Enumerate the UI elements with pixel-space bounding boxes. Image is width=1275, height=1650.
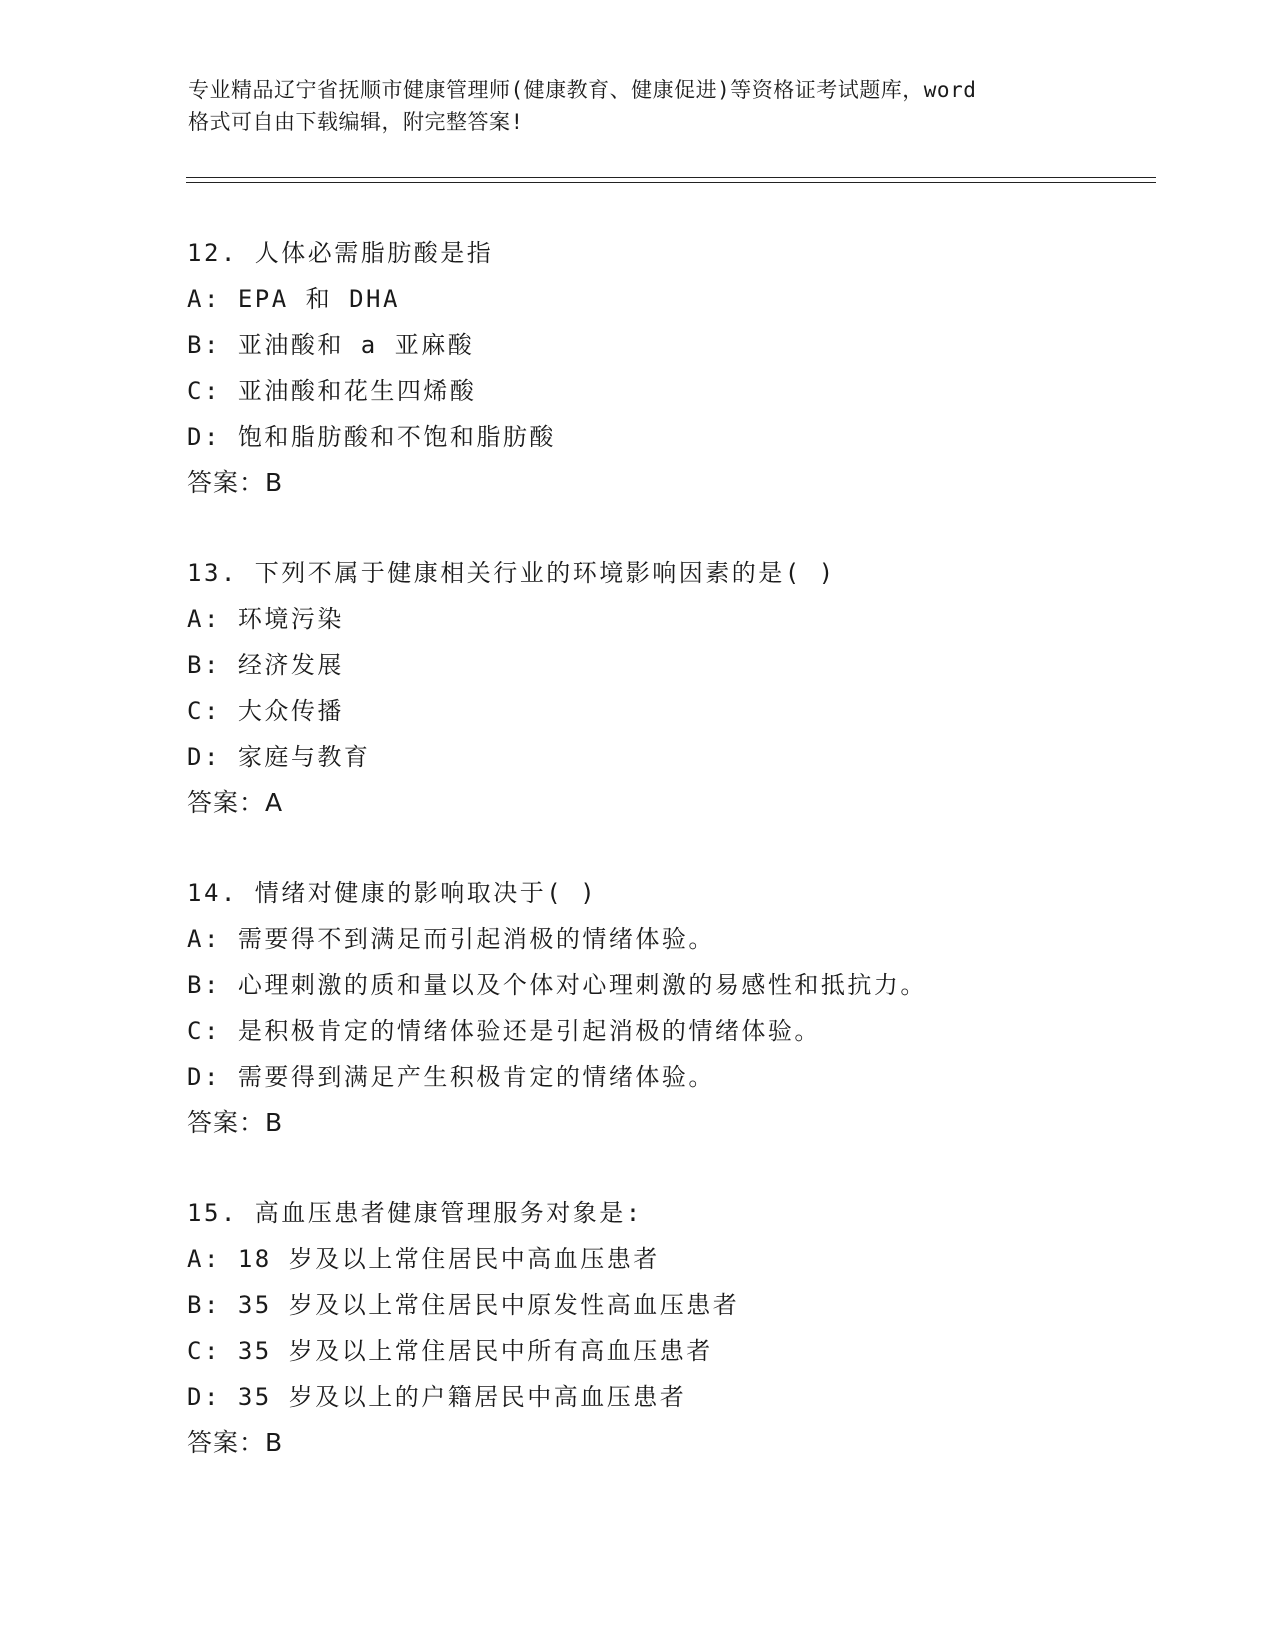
option-d: D: 35 岁及以上的户籍居民中高血压患者 [187, 1383, 687, 1411]
option-a: A: 18 岁及以上常住居民中高血压患者 [187, 1245, 660, 1273]
question-stem: 12. 人体必需脂肪酸是指 [187, 239, 494, 267]
header-line-2: 格式可自由下载编辑，附完整答案! [188, 110, 524, 134]
option-d: D: 需要得到满足产生积极肯定的情绪体验。 [187, 1063, 715, 1091]
option-d: D: 饱和脂肪酸和不饱和脂肪酸 [187, 423, 556, 451]
answer-line: 答案：B [187, 1108, 284, 1137]
question-stem: 13. 下列不属于健康相关行业的环境影响因素的是( ) [187, 559, 836, 587]
header-divider-bottom [186, 182, 1156, 183]
option-b: B: 35 岁及以上常住居民中原发性高血压患者 [187, 1291, 740, 1319]
option-b: B: 心理刺激的质和量以及个体对心理刺激的易感性和抵抗力。 [187, 971, 927, 999]
answer-line: 答案：B [187, 1428, 284, 1457]
document-header [188, 74, 1088, 138]
option-c: C: 亚油酸和花生四烯酸 [187, 377, 477, 405]
question-stem: 15. 高血压患者健康管理服务对象是: [187, 1199, 643, 1227]
question-15 [187, 1190, 1147, 1466]
option-c: C: 大众传播 [187, 697, 344, 725]
question-stem: 14. 情绪对健康的影响取决于( ) [187, 879, 598, 907]
question-13 [187, 550, 1147, 826]
question-12 [187, 230, 1147, 506]
option-c: C: 35 岁及以上常住居民中所有高血压患者 [187, 1337, 713, 1365]
option-a: A: 需要得不到满足而引起消极的情绪体验。 [187, 925, 715, 953]
option-b: B: 经济发展 [187, 651, 344, 679]
option-a: A: EPA 和 DHA [187, 285, 400, 313]
option-d: D: 家庭与教育 [187, 743, 371, 771]
header-line-1: 专业精品辽宁省抚顺市健康管理师(健康教育、健康促进)等资格证考试题库，word [188, 78, 977, 102]
option-b: B: 亚油酸和 a 亚麻酸 [187, 331, 475, 359]
header-divider-top [186, 177, 1156, 178]
question-14 [187, 870, 1147, 1146]
answer-line: 答案：A [187, 788, 284, 817]
option-a: A: 环境污染 [187, 605, 344, 633]
option-c: C: 是积极肯定的情绪体验还是引起消极的情绪体验。 [187, 1017, 821, 1045]
answer-line: 答案：B [187, 468, 284, 497]
